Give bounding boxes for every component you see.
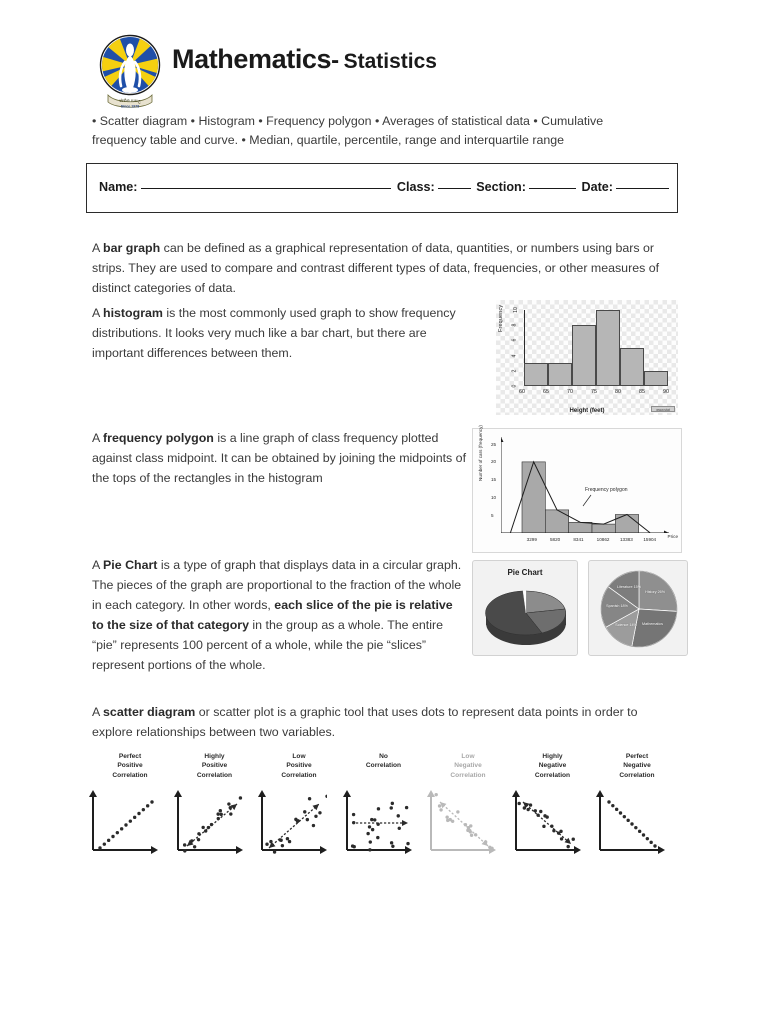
scatter-data-point xyxy=(638,830,641,833)
scatter-correlation-row xyxy=(88,752,688,872)
scatter-data-point xyxy=(634,826,637,829)
freq-x-arrow xyxy=(664,531,669,534)
scatter-data-point xyxy=(201,826,204,829)
scatter-data-point xyxy=(368,848,371,851)
histogram-y-tick: 10 xyxy=(512,307,519,313)
scatter-panel-caption: Highly Negative Correlation xyxy=(534,753,571,779)
scatter-term: scatter diagram xyxy=(103,705,196,719)
scatter-data-point xyxy=(351,813,354,816)
scatter-data-point xyxy=(389,806,392,809)
class-label: Class: xyxy=(396,180,435,194)
scatter-data-point xyxy=(542,825,545,828)
name-field[interactable] xyxy=(99,180,391,194)
scatter-data-point xyxy=(137,812,140,815)
title-main: Mathematics xyxy=(172,44,332,74)
pie-slice-label: Literature 15% xyxy=(616,585,641,590)
pie-chart-subjects-figure xyxy=(588,560,688,656)
histogram-x-tick: 80 xyxy=(615,389,621,395)
pie-slice-label: Science 14% xyxy=(615,622,637,627)
scatter-data-point xyxy=(182,843,185,846)
scatter-data-point xyxy=(107,839,110,842)
pie-body-1: is a type of graph that displays data in a circular graph. The pieces of the graph are proportional to the fraction of the whole in each category. In other words, xyxy=(92,558,462,613)
scatter-data-point xyxy=(192,845,195,848)
scatter-panel-low-positive-correlation xyxy=(257,752,341,872)
freq-term: frequency polygon xyxy=(103,431,214,445)
date-label: Date: xyxy=(581,180,613,194)
scatter-data-point xyxy=(630,822,633,825)
scatter-plot-graphic xyxy=(426,790,496,856)
scatter-data-point xyxy=(196,838,199,841)
scatter-panel-caption: Highly Positive Correlation xyxy=(196,753,233,779)
histogram-bar xyxy=(620,348,644,386)
scatter-y-arrow xyxy=(427,790,435,797)
scatter-panel-caption: Perfect Negative Correlation xyxy=(619,753,655,779)
scatter-panel-caption: Low Negative Correlation xyxy=(450,753,486,779)
section-field[interactable] xyxy=(476,180,576,194)
scatter-data-point xyxy=(265,843,268,846)
scatter-data-point xyxy=(273,850,276,853)
scatter-data-point xyxy=(391,845,394,848)
scatter-data-point xyxy=(312,824,315,827)
scatter-plot-graphic xyxy=(257,790,327,856)
scatter-data-point xyxy=(517,802,520,805)
scatter-data-point xyxy=(434,793,437,796)
scatter-data-point xyxy=(116,831,119,834)
freq-bar xyxy=(545,510,568,533)
scatter-data-point xyxy=(623,815,626,818)
freq-y-tick: 15 xyxy=(491,477,497,483)
scatter-x-arrow xyxy=(405,846,412,854)
freq-svg xyxy=(501,437,669,533)
freq-annotation: Frequency polygon xyxy=(585,487,628,493)
svg-text:ජාතික පාසල: ජාතික පාසල xyxy=(119,98,141,103)
paragraph-scatter-diagram xyxy=(92,702,664,742)
scatter-panel-caption: Perfect Positive Correlation xyxy=(112,753,148,779)
histogram-figure xyxy=(496,300,678,415)
scatter-panel-low-negative-correlation xyxy=(426,752,510,872)
histogram-y-tick: 4 xyxy=(511,354,518,358)
pie-body-2: in the group as a whole. The entire “pie” represents 100 percent of a whole, while the pie “slices” represent portions of the whole. xyxy=(92,618,443,673)
scatter-plot-graphic xyxy=(173,790,243,856)
scatter-data-point xyxy=(303,810,306,813)
scatter-data-point xyxy=(286,837,289,840)
freq-y-tick: 10 xyxy=(491,494,497,500)
scatter-data-point xyxy=(396,814,399,817)
histogram-watermark: www.stat xyxy=(651,406,675,412)
scatter-data-point xyxy=(238,796,241,799)
pie-slice-label: Mathematics xyxy=(642,622,663,627)
histogram-y-axis-label: Frequency xyxy=(498,304,504,332)
scatter-data-point xyxy=(404,806,407,809)
scatter-data-point xyxy=(389,841,392,844)
page-title xyxy=(172,44,437,75)
scatter-data-point xyxy=(146,804,149,807)
scatter-y-arrow xyxy=(258,790,266,797)
bar-graph-lead: A xyxy=(92,241,104,255)
scatter-data-point xyxy=(649,841,652,844)
histogram-bar xyxy=(596,310,620,386)
scatter-data-point xyxy=(607,800,610,803)
freq-x-tick: 5820 xyxy=(550,537,561,542)
histogram-plot-area xyxy=(524,310,668,386)
freq-y-tick: 25 xyxy=(491,441,497,447)
histogram-bar xyxy=(572,325,596,386)
freq-x-tick: 8341 xyxy=(573,537,584,542)
pie-term: Pie Chart xyxy=(103,558,158,572)
section-input-rule[interactable] xyxy=(529,188,576,189)
scatter-trend-line xyxy=(187,804,237,846)
scatter-data-point xyxy=(397,827,400,830)
scatter-data-point xyxy=(281,844,284,847)
scatter-data-point xyxy=(466,829,469,832)
scatter-plot-graphic xyxy=(342,790,412,856)
title-separator: - xyxy=(331,47,340,74)
freq-x-tick: 10862 xyxy=(596,537,610,542)
scatter-y-arrow xyxy=(89,790,97,797)
histogram-x-tick: 60 xyxy=(519,389,525,395)
scatter-data-point xyxy=(488,846,491,849)
pie-chart-title: Pie Chart xyxy=(507,568,543,577)
title-subject: Statistics xyxy=(343,50,437,73)
scatter-data-point xyxy=(571,838,574,841)
histogram-x-tick: 90 xyxy=(663,389,669,395)
scatter-data-point xyxy=(566,845,569,848)
freq-body: is a line graph of class frequency plotted against class midpoint. It can be obtained by joining the midpoints of the tops of the rectangles in the histogram xyxy=(92,431,467,486)
scatter-plot-graphic xyxy=(88,790,158,856)
histogram-bar xyxy=(524,363,548,386)
scatter-data-point xyxy=(438,804,441,807)
freq-y-tick: 20 xyxy=(491,459,497,465)
pie-chart-3d-figure xyxy=(472,560,578,656)
histogram-x-axis-label: Height (feet) xyxy=(569,408,605,414)
paragraph-pie-chart xyxy=(92,555,464,676)
scatter-data-point xyxy=(325,795,327,798)
scatter-trend-arrowhead xyxy=(402,820,408,826)
pie-slice-label: History 26% xyxy=(645,589,665,594)
scatter-y-arrow xyxy=(174,790,182,797)
scatter-data-point xyxy=(439,808,442,811)
scatter-y-arrow xyxy=(596,790,604,797)
scatter-body: or scatter plot is a graphic tool that uses dots to represent data points in order to explore relationships between two variables. xyxy=(92,705,638,740)
paragraph-bar-graph xyxy=(92,238,670,298)
bar-graph-term: bar graph xyxy=(103,241,161,255)
scatter-data-point xyxy=(367,825,370,828)
scatter-data-point xyxy=(449,818,452,821)
scatter-data-point xyxy=(288,840,291,843)
scatter-data-point xyxy=(133,816,136,819)
scatter-y-arrow xyxy=(343,790,351,797)
freq-x-axis-label: Price xyxy=(667,534,678,539)
histogram-x-tick: 65 xyxy=(543,389,549,395)
scatter-data-point xyxy=(545,815,548,818)
scatter-data-point xyxy=(366,832,369,835)
scatter-x-arrow xyxy=(574,846,581,854)
scatter-data-point xyxy=(98,846,101,849)
freq-lead: A xyxy=(92,431,104,445)
scatter-data-point xyxy=(129,819,132,822)
scatter-data-point xyxy=(229,812,232,815)
scatter-data-point xyxy=(306,818,309,821)
histogram-bar xyxy=(548,363,572,386)
freq-y-tick: 5 xyxy=(491,512,494,518)
scatter-data-point xyxy=(539,810,542,813)
scatter-data-point xyxy=(351,821,354,824)
scatter-x-arrow xyxy=(658,846,665,854)
freq-y-arrow xyxy=(501,437,504,442)
scatter-data-point xyxy=(370,818,373,821)
scatter-data-point xyxy=(615,808,618,811)
scatter-data-point xyxy=(150,800,153,803)
histogram-x-tick: 70 xyxy=(567,389,573,395)
scatter-data-point xyxy=(124,823,127,826)
freq-x-tick: 3299 xyxy=(526,537,537,542)
freq-x-tick: 15904 xyxy=(643,537,657,542)
freq-bar xyxy=(569,522,592,533)
scatter-data-point xyxy=(619,811,622,814)
scatter-data-point xyxy=(373,818,376,821)
name-input-rule[interactable] xyxy=(141,188,391,189)
scatter-panel-perfect-positive-correlation xyxy=(88,752,172,872)
scatter-trend-line xyxy=(269,804,319,848)
paragraph-frequency-polygon xyxy=(92,428,474,488)
scatter-data-point xyxy=(350,844,353,847)
scatter-data-point xyxy=(218,809,221,812)
scatter-plot-graphic xyxy=(595,790,665,856)
freq-bar xyxy=(592,524,615,533)
scatter-data-point xyxy=(445,815,448,818)
scatter-data-point xyxy=(183,849,186,852)
student-info-box xyxy=(86,163,678,213)
date-input-rule[interactable] xyxy=(616,188,669,189)
document-header xyxy=(92,28,692,110)
histogram-y-tick: 6 xyxy=(511,338,518,342)
scatter-data-point xyxy=(626,819,629,822)
scatter-x-arrow xyxy=(151,846,158,854)
histogram-x-tick: 75 xyxy=(591,389,597,395)
scatter-data-point xyxy=(642,833,645,836)
pie-slice-label: Spanish 18% xyxy=(606,603,628,608)
paragraph-histogram xyxy=(92,303,472,363)
freq-plot-area xyxy=(501,437,669,533)
pie-bold-2: each slice of the pie is relative to the size of that category xyxy=(92,598,453,633)
svg-text:Since 1978: Since 1978 xyxy=(120,104,140,109)
scatter-panel-perfect-negative-correlation xyxy=(595,752,679,872)
scatter-data-point xyxy=(308,797,311,800)
freq-x-tick: 13383 xyxy=(620,537,633,542)
scatter-data-point xyxy=(646,837,649,840)
scatter-panel-highly-negative-correlation xyxy=(511,752,595,872)
scatter-data-point xyxy=(103,842,106,845)
pie-lead: A xyxy=(92,558,104,572)
scatter-panel-caption: Low Positive Correlation xyxy=(281,753,317,779)
freq-y-axis-label: Number of cars (frequency) xyxy=(478,425,483,481)
scatter-y-arrow xyxy=(512,790,520,797)
freq-bar xyxy=(615,515,638,533)
scatter-data-point xyxy=(314,815,317,818)
scatter-data-point xyxy=(216,812,219,815)
scatter-panel-no-correlation xyxy=(342,752,426,872)
school-crest-icon xyxy=(96,32,164,110)
scatter-data-point xyxy=(469,824,472,827)
topics-list: • Scatter diagram • Histogram • Frequency polygon • Averages of statistical data • Cumulative frequency table and curve. • Median, quartile, percentile, range and interquartile range xyxy=(92,114,604,148)
scatter-data-point xyxy=(376,807,379,810)
scatter-data-point xyxy=(219,813,222,816)
scatter-plot-graphic xyxy=(511,790,581,856)
pie-subjects-graphic xyxy=(597,567,681,651)
pie-3d-graphic xyxy=(479,583,573,649)
scatter-data-point xyxy=(456,810,459,813)
scatter-trend-arrowhead xyxy=(313,804,319,810)
date-field[interactable] xyxy=(582,180,670,194)
scatter-data-point xyxy=(611,804,614,807)
scatter-data-point xyxy=(318,811,321,814)
scatter-data-point xyxy=(111,835,114,838)
scatter-panel-caption: No Correlation xyxy=(365,753,402,770)
histogram-lead: A xyxy=(92,306,104,320)
scatter-data-point xyxy=(653,844,656,847)
scatter-data-point xyxy=(390,802,393,805)
scatter-data-point xyxy=(368,840,371,843)
frequency-polygon-figure xyxy=(472,425,682,553)
scatter-x-arrow xyxy=(320,846,327,854)
freq-annotation-leader xyxy=(577,493,593,509)
pie-slice xyxy=(632,609,677,647)
scatter-data-point xyxy=(533,809,536,812)
scatter-x-arrow xyxy=(236,846,243,854)
name-label: Name: xyxy=(99,180,138,194)
section-label: Section: xyxy=(476,180,526,194)
scatter-data-point xyxy=(559,837,562,840)
scatter-data-point xyxy=(120,827,123,830)
histogram-term: histogram xyxy=(103,306,163,320)
freq-bar xyxy=(522,462,545,533)
scatter-trend-line xyxy=(440,802,488,846)
scatter-data-point xyxy=(142,808,145,811)
class-field[interactable] xyxy=(397,180,471,194)
scatter-data-point xyxy=(370,828,373,831)
scatter-panel-highly-positive-correlation xyxy=(173,752,257,872)
scatter-data-point xyxy=(528,803,531,806)
scatter-data-point xyxy=(470,834,473,837)
histogram-x-tick: 85 xyxy=(639,389,645,395)
scatter-trend-line xyxy=(523,802,571,844)
bar-graph-body: can be defined as a graphical representation of data, quantities, or numbers using bars or strips. They are used to compare and contrast different types of data, frequencies, or other measures of distinct categories of data. xyxy=(92,241,660,296)
scatter-data-point xyxy=(227,802,230,805)
histogram-y-tick: 0 xyxy=(511,384,518,388)
histogram-bar xyxy=(644,371,668,386)
class-input-rule[interactable] xyxy=(438,188,471,189)
histogram-body: is the most commonly used graph to show frequency distributions. It looks very much like a bar chart, but there are important differences between them. xyxy=(92,306,456,361)
histogram-y-tick: 8 xyxy=(511,323,518,327)
scatter-data-point xyxy=(406,842,409,845)
histogram-y-tick: 2 xyxy=(511,369,518,373)
scatter-lead: A xyxy=(92,705,104,719)
scatter-data-point xyxy=(376,836,379,839)
